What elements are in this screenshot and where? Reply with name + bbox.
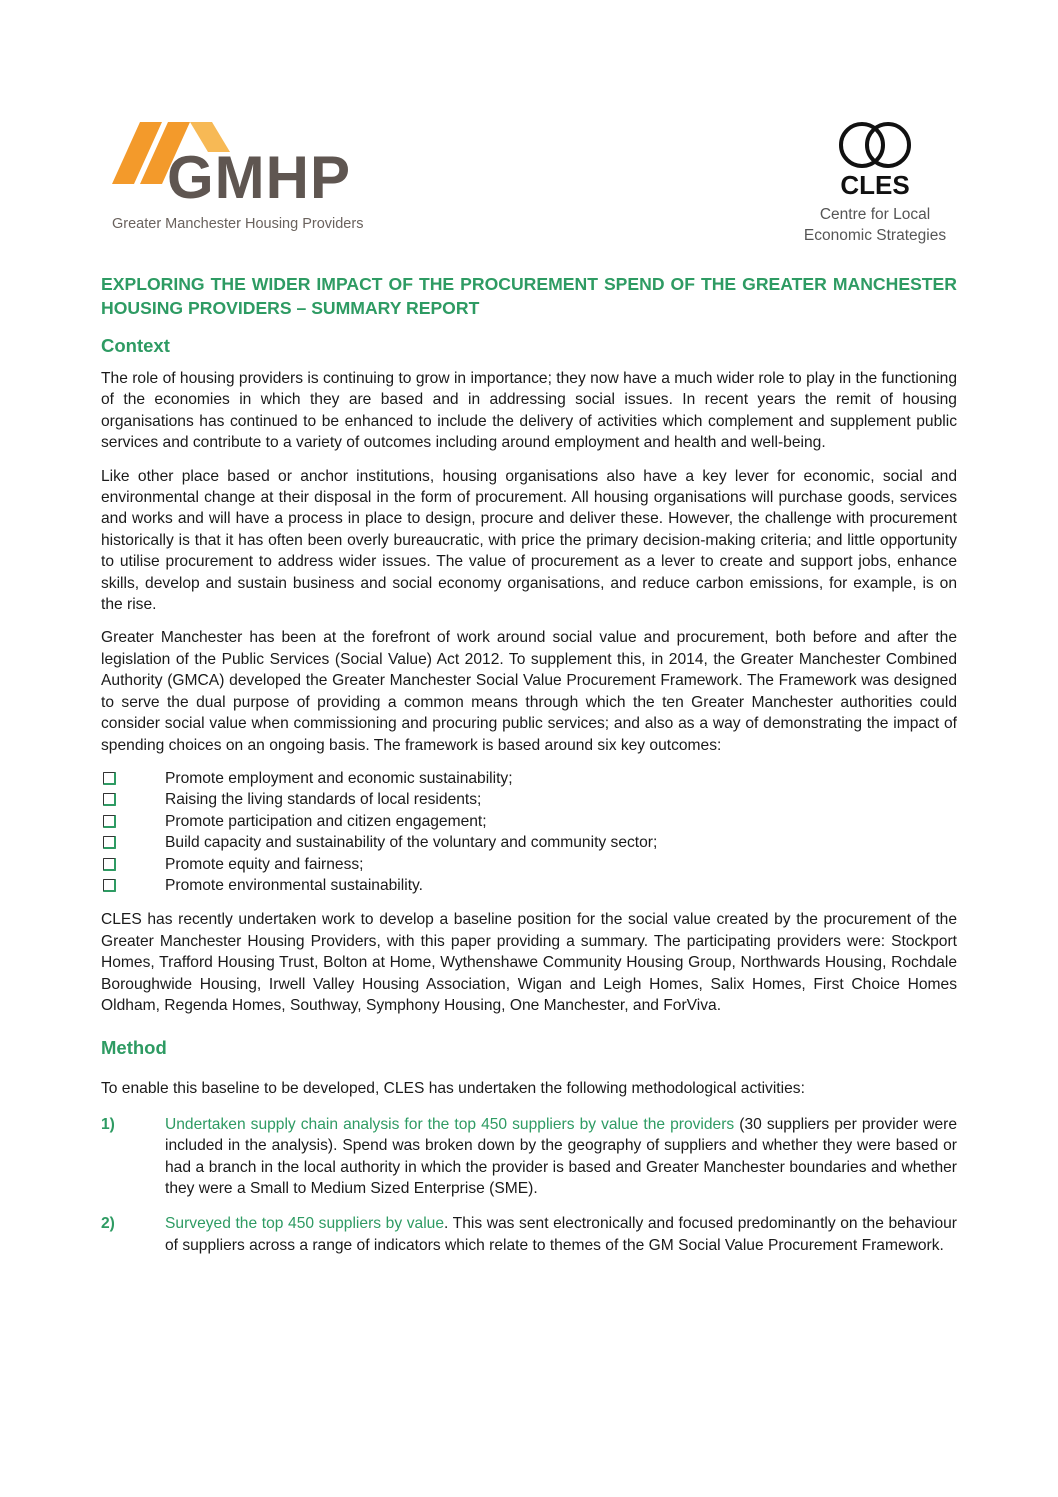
context-paragraph: Greater Manchester has been at the forefront of work around social value and procurement, both before and after the legislation of the Public Services (Social Value) Act 2012. To supplement this, in 2014, the Greater Manchester Combined Authority (GMCA) developed the Greater Manchester Social Value Procurement Framework. The Framework was designed to serve the dual purpose of providing a common means through which the ten Greater Manchester authorities could consider social value when commissioning and procuring public services; and also as a way of demonstrating the impact of spending choices on an ongoing basis. The framework is based around six key outcomes: — [101, 629, 957, 754]
list-item — [101, 832, 957, 853]
checkbox-bullet-icon — [103, 836, 116, 849]
outcome-text: Build capacity and sustainability of the voluntary and community sector; — [165, 834, 658, 852]
outcome-text: Promote employment and economic sustainability; — [165, 769, 513, 787]
outcome-text: Promote environmental sustainability. — [165, 876, 423, 894]
method-intro: To enable this baseline to be developed, CLES has undertaken the following methodological activities: — [101, 1080, 805, 1098]
list-item — [101, 1114, 957, 1200]
report-title: EXPLORING THE WIDER IMPACT OF THE PROCUREMENT SPEND OF THE GREATER MANCHESTER HOUSING PROVIDERS – SUMMARY REPORT — [101, 274, 957, 318]
gmhp-subtitle: Greater Manchester Housing Providers — [112, 216, 364, 232]
item-number: 1) — [101, 1115, 115, 1133]
checkbox-bullet-icon — [103, 793, 116, 806]
cles-logo — [785, 118, 965, 246]
cles-subtitle-line2: Economic Strategies — [803, 227, 947, 244]
list-item — [101, 875, 957, 896]
list-item — [101, 811, 957, 832]
checkbox-bullet-icon — [103, 772, 116, 785]
list-item — [101, 1213, 957, 1256]
list-item — [101, 789, 957, 810]
gmhp-wordmark: GMHP — [167, 144, 351, 211]
item-number: 2) — [101, 1215, 115, 1233]
context-paragraph: Like other place based or anchor institutions, housing organisations also have a key lever for economic, social and environmental change at their disposal in the form of procurement. All housing organisations will purchase goods, services and works and will have a process in place to design, procure and deliver these. However, the challenge with procurement historically is that it has often been overly bureaucratic, with price the primary decision-making criteria; and little opportunity to utilise procurement to address wider issues. The value of procurement as a lever to create and support jobs, enhance skills, develop and sustain business and social economy organisations, and reduce carbon emissions, for example, is on the rise. — [101, 467, 957, 614]
checkbox-bullet-icon — [103, 815, 116, 828]
method-heading: Method — [101, 1037, 167, 1059]
gmhp-logo — [112, 122, 372, 234]
cles-subtitle-line1: Centre for Local — [819, 206, 931, 223]
cles-subtitle — [785, 204, 965, 246]
cles-wordmark: CLES — [840, 170, 910, 200]
item-text: (30 suppliers per provider were included in the analysis). Spend was broken down by the geography of suppliers and whether they were based or had a branch in the local authority in which the provider is based and Greater Manchester boundaries and whether they were a Small to Medium Sized Enterprise (SME). — [165, 1115, 957, 1197]
checkbox-bullet-icon — [103, 879, 116, 892]
outcomes-list — [101, 768, 957, 896]
method-list — [101, 1114, 957, 1256]
cles-rings-icon — [835, 120, 915, 170]
item-highlight: Undertaken supply chain analysis for the top 450 suppliers by value the providers — [165, 1115, 735, 1133]
checkbox-bullet-icon — [103, 858, 116, 871]
outcome-text: Promote equity and fairness; — [165, 855, 364, 873]
document-body — [101, 272, 957, 1270]
context-closing: CLES has recently undertaken work to develop a baseline position for the social value created by the procurement of the Greater Manchester Housing Providers, with this paper providing a summary. The participating providers were: Stockport Homes, Trafford Housing Trust, Bolton at Home, Wythenshawe Community Housing Group, Northwards Housing, Rochdale Boroughwide Housing, Irwell Valley Housing Association, Wigan and Leigh Homes, Salix Homes, First Choice Homes Oldham, Regenda Homes, Southway, Symphony Housing, One Manchester, and ForViva. — [101, 911, 957, 1014]
list-item — [101, 854, 957, 875]
item-highlight: Surveyed the top 450 suppliers by value — [165, 1215, 445, 1233]
item-text: . This was sent electronically and focused predominantly on the behaviour of suppliers across a range of indicators which relate to themes of the GM Social Value Procurement Framework. — [165, 1215, 957, 1254]
outcome-text: Raising the living standards of local residents; — [165, 791, 482, 809]
outcome-text: Promote participation and citizen engagement; — [165, 812, 487, 830]
context-paragraph: The role of housing providers is continuing to grow in importance; they now have a much wider role to play in the functioning of the economies in which they are based and in addressing social issues. In recent years the remit of housing organisations has continued to be enhanced to include the delivery of activities which complement and supplement public services and contribute to a variety of outcomes including around employment and health and well-being. — [101, 370, 957, 452]
context-heading: Context — [101, 335, 170, 356]
list-item — [101, 768, 957, 789]
